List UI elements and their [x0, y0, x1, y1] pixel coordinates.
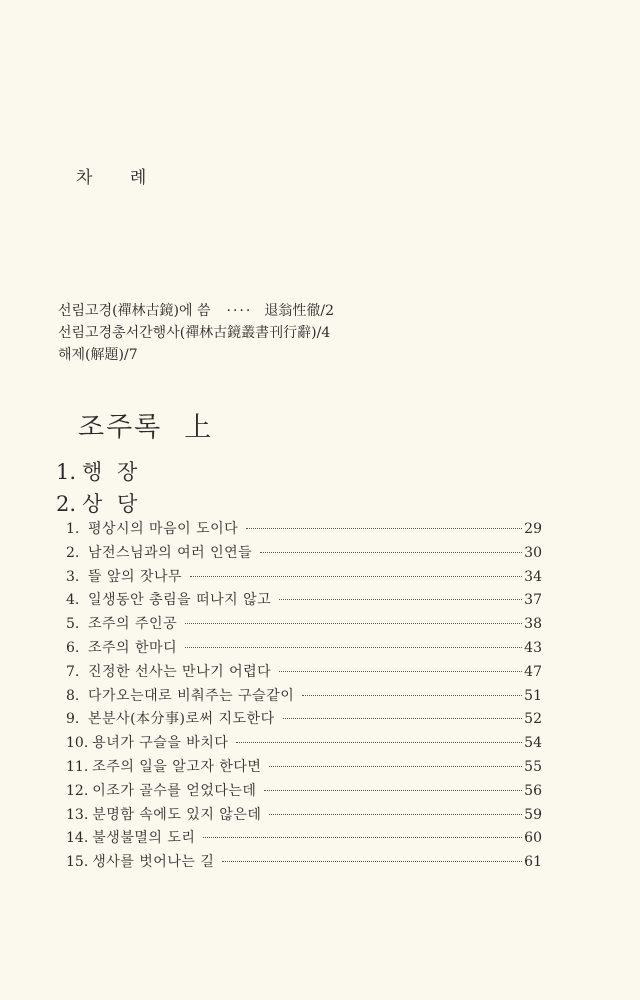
chapter-title: 조주의 주인공: [88, 616, 178, 633]
chapter-page: 43: [524, 639, 542, 656]
front-matter-item[interactable]: 해제(解題)/7: [58, 347, 138, 363]
chapter-title: 용녀가 구슬을 바치다: [92, 735, 229, 752]
section-title: 행 장: [82, 460, 142, 484]
chapter-item[interactable]: [66, 708, 542, 732]
chapter-item[interactable]: [66, 613, 542, 637]
chapter-page: 55: [524, 758, 542, 775]
chapter-page: 52: [524, 711, 542, 728]
chapter-title: 생사를 벗어나는 길: [92, 854, 215, 871]
front-matter-page: 4: [321, 325, 331, 341]
front-matter-author: 退翁性徹: [264, 303, 321, 319]
chapter-item[interactable]: [66, 756, 542, 780]
chapter-number: 6.: [66, 639, 80, 656]
dot-leader: [302, 695, 522, 696]
chapter-page: 61: [524, 854, 542, 871]
chapter-title: 남전스님과의 여러 인연들: [88, 544, 253, 561]
chapter-page: 29: [524, 521, 542, 537]
section-list: [56, 456, 141, 520]
front-matter: [58, 300, 334, 366]
chapter-number: 3.: [66, 568, 80, 585]
chapter-number: 4.: [66, 592, 80, 609]
front-matter-title: 해제(解題): [58, 347, 124, 363]
chapter-page: 60: [524, 830, 542, 847]
chapter-title: 본분사(本分事)로써 지도한다: [88, 711, 275, 728]
dot-leader: [279, 671, 522, 672]
chapter-title: 이조가 골수를 얻었다는데: [92, 782, 257, 799]
dot-leader: [269, 814, 522, 815]
chapter-item[interactable]: [66, 851, 542, 875]
chapter-page: 54: [524, 735, 542, 752]
chapter-number: 2.: [66, 544, 80, 561]
section-item[interactable]: [56, 488, 141, 520]
dot-leader: [260, 552, 522, 553]
front-matter-page: 7: [128, 347, 138, 363]
chapter-list: [66, 518, 542, 875]
part-title: [78, 405, 213, 444]
chapter-number: 14.: [66, 830, 89, 847]
section-title: 상 당: [82, 492, 142, 516]
chapter-number: 8.: [66, 687, 80, 704]
chapter-item[interactable]: [66, 661, 542, 685]
chapter-number: 11.: [66, 758, 89, 775]
chapter-item[interactable]: [66, 637, 542, 661]
chapter-item[interactable]: [66, 780, 542, 804]
chapter-item[interactable]: [66, 732, 542, 756]
section-number: 1.: [56, 460, 77, 484]
dot-leader: [269, 766, 522, 767]
chapter-number: 10.: [66, 735, 89, 752]
part-title-text: 조주록: [78, 412, 163, 443]
dot-leader: [222, 861, 522, 862]
chapter-title: 불생불멸의 도리: [92, 830, 196, 847]
chapter-title: 뜰 앞의 잣나무: [88, 568, 183, 585]
chapter-title: 조주의 일을 알고자 한다면: [92, 758, 262, 775]
chapter-item[interactable]: [66, 804, 542, 828]
dot-leader: [203, 837, 522, 838]
chapter-item[interactable]: [66, 542, 542, 566]
chapter-number: 15.: [66, 854, 89, 871]
chapter-number: 1.: [66, 521, 80, 537]
chapter-number: 7.: [66, 663, 80, 680]
chapter-page: 59: [524, 806, 542, 823]
chapter-item[interactable]: [66, 589, 542, 613]
chapter-title: 조주의 한마디: [88, 639, 178, 656]
chapter-number: 12.: [66, 782, 89, 799]
chapter-page: 47: [524, 663, 542, 680]
chapter-page: 56: [524, 782, 542, 799]
chapter-page: 51: [524, 687, 542, 704]
dot-leader: [185, 623, 522, 624]
chapter-page: 37: [524, 592, 542, 609]
chapter-item[interactable]: [66, 827, 542, 851]
chapter-title: 일생동안 총림을 떠나지 않고: [88, 592, 272, 609]
chapter-item[interactable]: [66, 566, 542, 590]
dot-leader: [283, 718, 523, 719]
part-volume: 上: [184, 412, 214, 443]
chapter-item[interactable]: [66, 518, 542, 542]
chapter-page: 30: [524, 544, 542, 561]
chapter-title: 진정한 선사는 만나기 어렵다: [88, 663, 272, 680]
section-item[interactable]: [56, 456, 141, 488]
chapter-number: 13.: [66, 806, 89, 823]
front-matter-item[interactable]: 선림고경총서간행사(禪林古鏡叢書刊行辭)/4: [58, 325, 331, 341]
front-matter-page: 2: [325, 303, 334, 319]
chapter-page: 34: [524, 568, 542, 585]
dot-leader: [264, 790, 522, 791]
chapter-number: 9.: [66, 711, 80, 728]
chapter-title: 다가오는대로 비춰주는 구슬같이: [88, 687, 295, 704]
front-matter-title: 선림고경총서간행사(禪林古鏡叢書刊行辭): [58, 325, 317, 341]
chapter-item[interactable]: [66, 685, 542, 709]
front-matter-item[interactable]: 선림고경(禪林古鏡)에 씀 ···· 退翁性徹/2: [58, 303, 334, 319]
section-number: 2.: [56, 492, 77, 516]
dot-leader: [236, 742, 522, 743]
dot-leader: ····: [226, 303, 253, 319]
chapter-page: 38: [524, 616, 542, 633]
dot-leader: [279, 599, 522, 600]
dot-leader: [190, 576, 522, 577]
dot-leader: [246, 528, 522, 529]
chapter-number: 5.: [66, 616, 80, 633]
front-matter-title: 선림고경(禪林古鏡)에 씀: [58, 303, 211, 319]
chapter-title: 평상시의 마음이 도이다: [88, 521, 239, 537]
chapter-title: 분명함 속에도 있지 않은데: [92, 806, 262, 823]
page-heading: 차 례: [76, 168, 163, 188]
dot-leader: [185, 647, 522, 648]
